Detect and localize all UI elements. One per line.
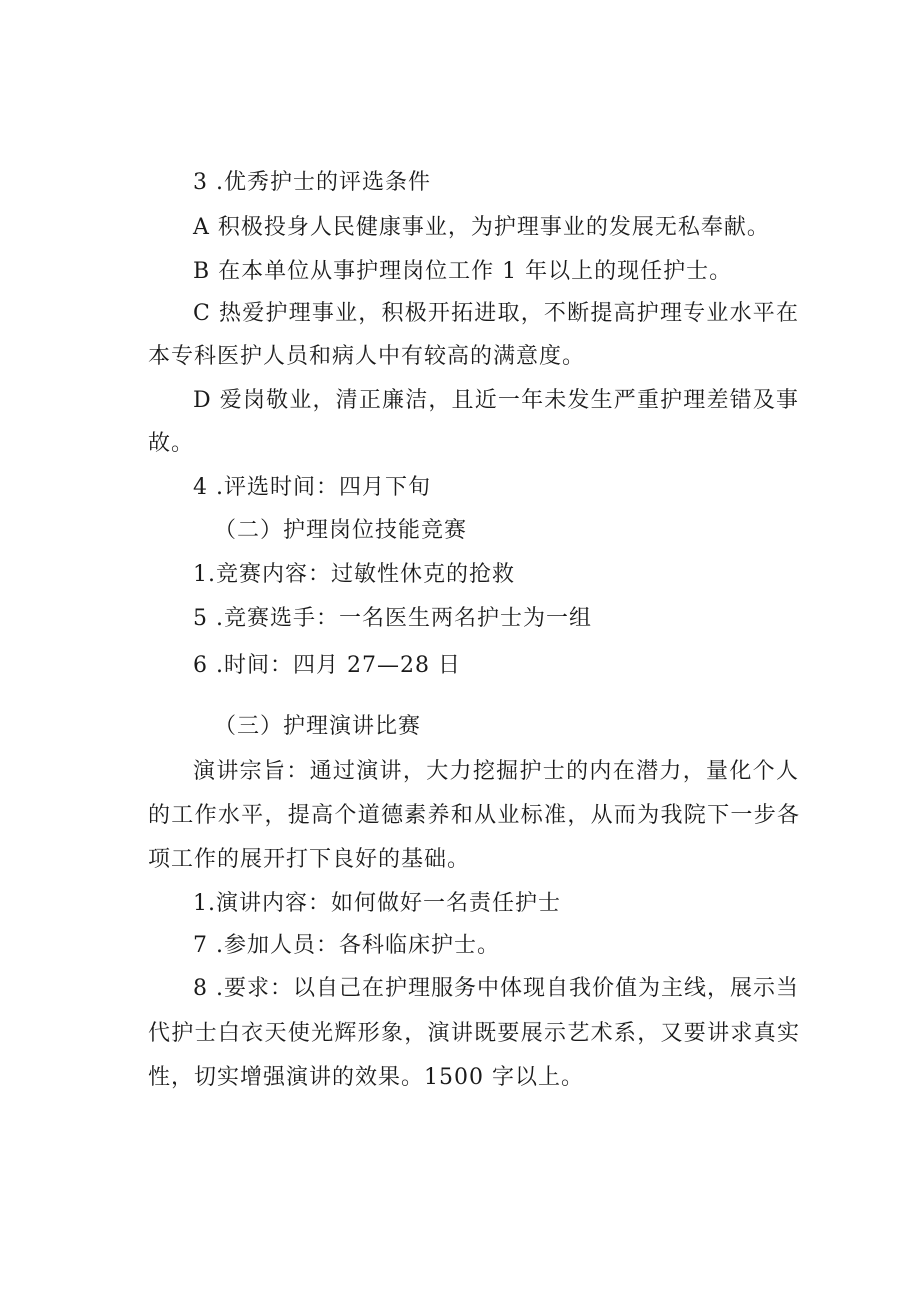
speech-aim-line-3: 项工作的展开打下良好的基础。 [148, 847, 471, 872]
speech-aim-line-1: 演讲宗旨：通过演讲，大力挖掘护士的内在潜力，量化个人 [193, 759, 799, 784]
speech-participants: 7 .参加人员：各科临床护士。 [193, 933, 500, 958]
competition-content: 1.竞赛内容：过敏性休克的抢救 [193, 562, 515, 587]
condition-c-line-1: C 热爱护理事业，积极开拓进取，不断提高护理专业水平在 [193, 301, 799, 326]
condition-b: B 在本单位从事护理岗位工作 1 年以上的现任护士。 [193, 259, 733, 284]
speech-content: 1.演讲内容：如何做好一名责任护士 [193, 891, 561, 916]
condition-d-line-2: 故。 [148, 431, 195, 456]
competition-time: 6 .时间：四月 27—28 日 [193, 653, 461, 678]
condition-a: A 积极投身人民健康事业，为护理事业的发展无私奉献。 [193, 215, 770, 240]
competition-players: 5 .竞赛选手：一名医生两名护士为一组 [193, 606, 592, 631]
speech-requirement-line-1: 8 .要求：以自己在护理服务中体现自我价值为主线，展示当 [193, 976, 799, 1001]
section-4-time: 4 .评选时间：四月下旬 [193, 475, 431, 500]
condition-d-line-1: D 爱岗敬业，清正廉洁，且近一年未发生严重护理差错及事 [193, 388, 799, 413]
speech-requirement-line-3: 性，切实增强演讲的效果。1500 字以上。 [148, 1065, 584, 1090]
part-2-title: （二）护理岗位技能竞赛 [214, 518, 468, 543]
speech-requirement-line-2: 代护士白衣天使光辉形象，演讲既要展示艺术系，又要讲求真实 [148, 1021, 800, 1046]
part-3-title: （三）护理演讲比赛 [214, 714, 422, 739]
condition-c-line-2: 本专科医护人员和病人中有较高的满意度。 [148, 344, 586, 369]
speech-aim-line-2: 的工作水平，提高个道德素养和从业标准，从而为我院下一步各 [148, 803, 800, 828]
section-3-title: 3 .优秀护士的评选条件 [193, 170, 431, 195]
